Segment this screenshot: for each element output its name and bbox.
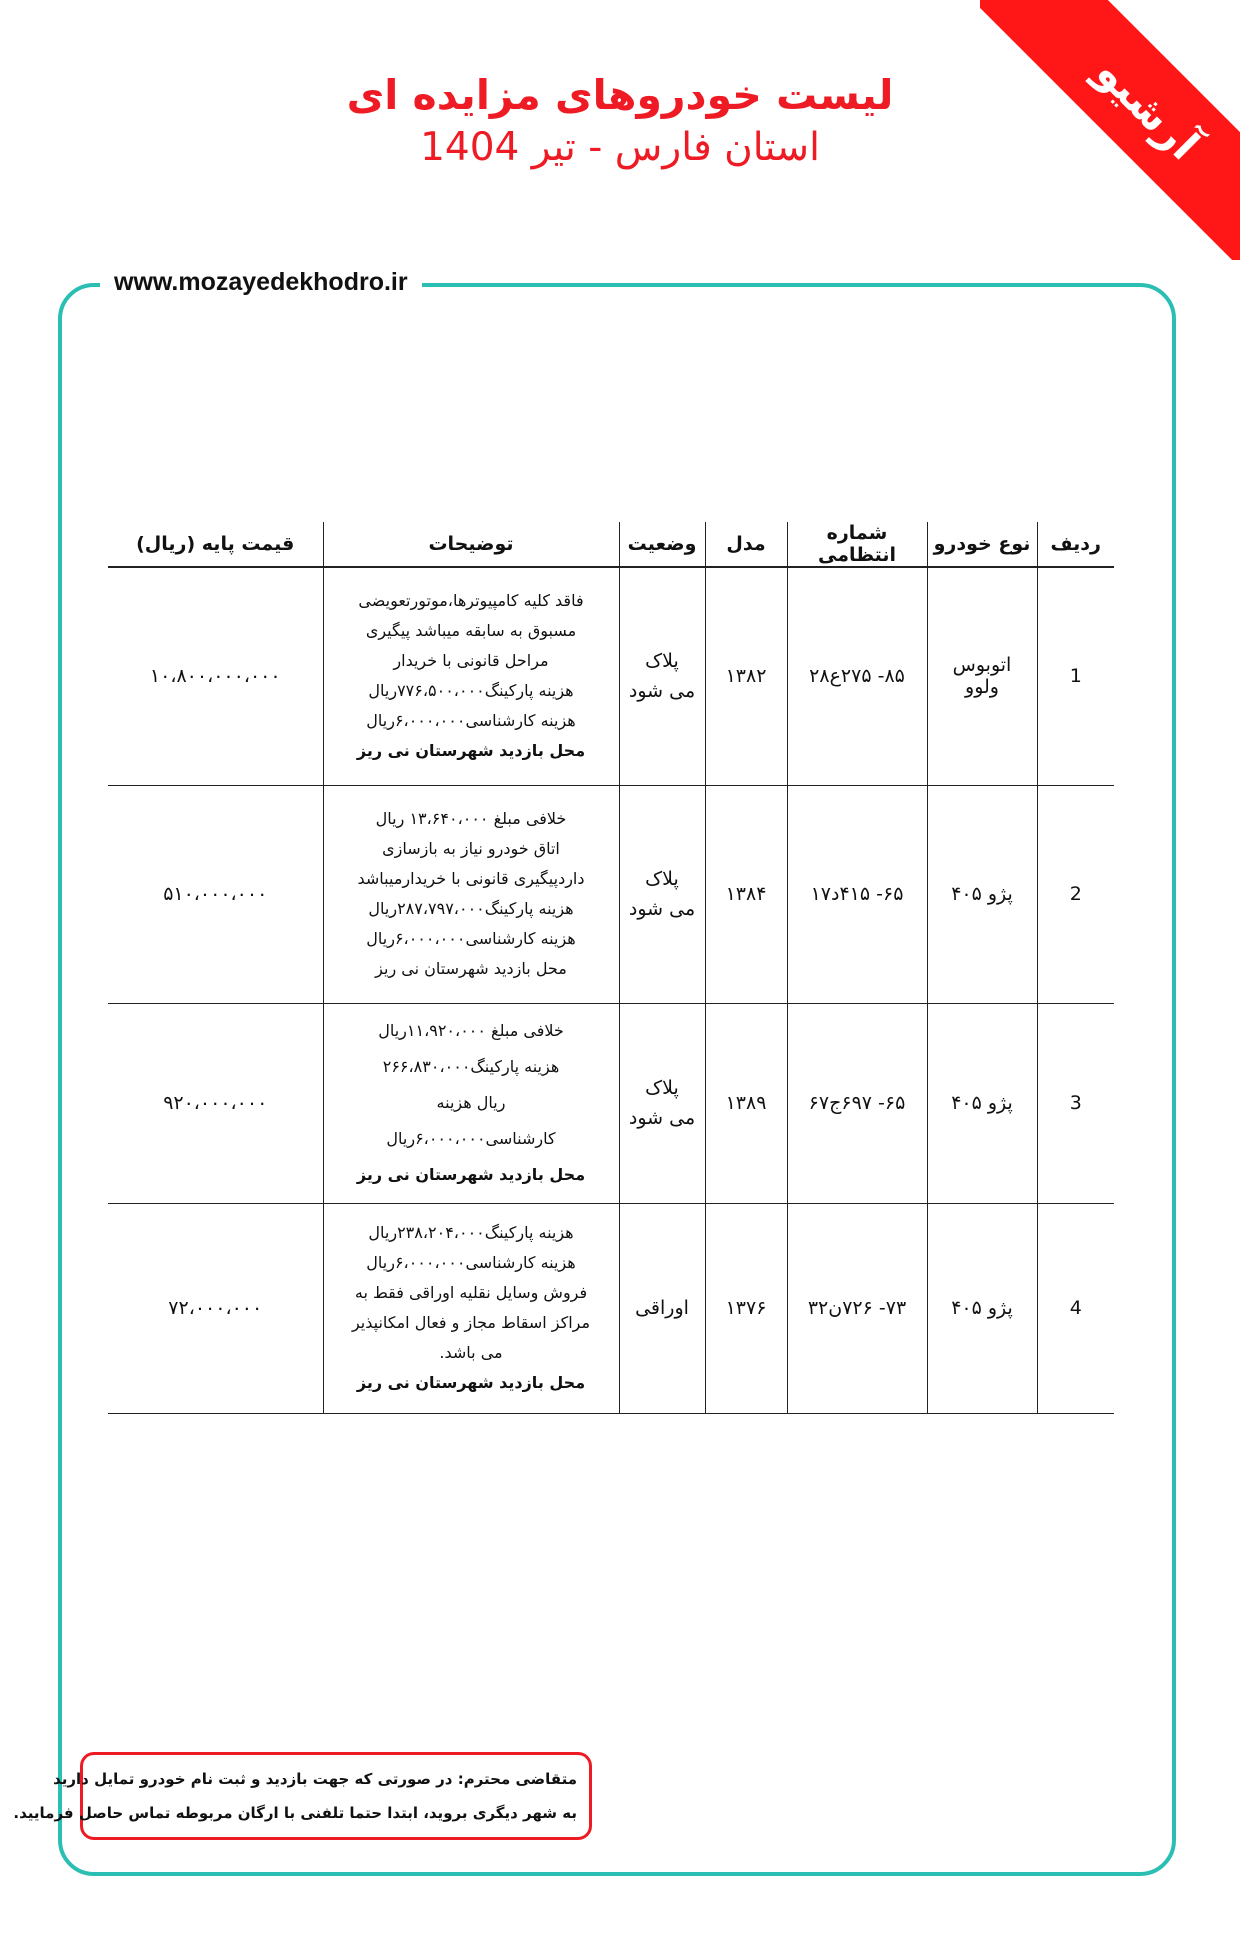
page-title: لیست خودروهای مزایده ای — [346, 71, 894, 119]
desc-line: ریال هزینه — [436, 1093, 506, 1112]
col-header-desc: توضیحات — [323, 522, 619, 567]
cell-price: ۹۲۰،۰۰۰،۰۰۰ — [108, 1003, 323, 1203]
desc-line: می باشد. — [439, 1343, 503, 1362]
desc-line: خلافی مبلغ ۱۱،۹۲۰،۰۰۰ریال — [378, 1021, 564, 1040]
desc-line-visit-location: محل بازدید شهرستان نی ریز — [356, 1373, 586, 1392]
desc-line-visit-location: محل بازدید شهرستان نی ریز — [356, 1165, 586, 1184]
cell-status — [619, 1003, 705, 1203]
applicant-notice — [13, 1752, 592, 1840]
notice-line: به شهر دیگری بروید، ابتدا حتما تلفنی با ارگان مربوطه تماس حاصل فرمایید. — [13, 1804, 577, 1822]
desc-line: هزینه پارکینگ۲۳۸،۲۰۴،۰۰۰ریال — [368, 1223, 574, 1242]
table-row — [108, 1203, 1114, 1413]
col-header-row: ردیف — [1037, 522, 1114, 567]
desc-line: مراحل قانونی با خریدار — [393, 651, 549, 671]
cell-vehicle: پژو ۴۰۵ — [927, 1203, 1037, 1413]
auction-table — [108, 522, 1114, 1414]
cell-row: 1 — [1037, 567, 1114, 785]
page-title-block — [300, 68, 940, 174]
desc-line: مراکز اسقاط مجاز و فعال امکانپذیر — [351, 1313, 591, 1332]
cell-description — [323, 1203, 619, 1413]
cell-vehicle: پژو ۴۰۵ — [927, 785, 1037, 1003]
cell-model: ۱۳۸۲ — [705, 567, 787, 785]
cell-vehicle: پژو ۴۰۵ — [927, 1003, 1037, 1203]
col-header-plate: شماره انتظامی — [787, 522, 927, 567]
desc-line: فاقد کلیه کامپیوترها،موتورتعویضی — [358, 591, 584, 611]
cell-status — [619, 1203, 705, 1413]
desc-line: فروش وسایل نقلیه اوراقی فقط به — [354, 1283, 588, 1302]
cell-description — [323, 567, 619, 785]
cell-price: ۷۲،۰۰۰،۰۰۰ — [108, 1203, 323, 1413]
cell-plate: ۷۳- ۷۲۶ن۳۲ — [787, 1203, 927, 1413]
desc-line: هزینه کارشناسی۶،۰۰۰،۰۰۰ریال — [366, 929, 576, 948]
status-line: پلاک — [645, 1077, 679, 1099]
table-row — [108, 1003, 1114, 1203]
cell-price: ۱۰،۸۰۰،۰۰۰،۰۰۰ — [108, 567, 323, 785]
cell-description — [323, 785, 619, 1003]
status-line: پلاک — [645, 650, 679, 673]
status-line: می شود — [628, 680, 696, 703]
archive-ribbon — [980, 0, 1240, 260]
status-line: می شود — [628, 1107, 696, 1129]
desc-line: هزینه پارکینگ۷۷۶،۵۰۰،۰۰۰ریال — [368, 681, 574, 701]
cell-model: ۱۳۸۹ — [705, 1003, 787, 1203]
cell-plate: ۸۵- ۲۷۵ع۲۸ — [787, 567, 927, 785]
cell-status — [619, 785, 705, 1003]
desc-line-visit-location: محل بازدید شهرستان نی ریز — [356, 741, 586, 761]
col-header-status: وضعیت — [619, 522, 705, 567]
cell-plate: ۶۵- ۶۹۷ج۶۷ — [787, 1003, 927, 1203]
desc-line: هزینه پارکینگ۲۸۷،۷۹۷،۰۰۰ریال — [368, 899, 574, 918]
cell-vehicle: اتوبوس ولوو — [927, 567, 1037, 785]
status-line: اوراقی — [635, 1297, 689, 1319]
col-header-model: مدل — [705, 522, 787, 567]
website-link[interactable]: www.mozayedekhodro.ir — [100, 264, 422, 300]
desc-line: داردپیگیری قانونی با خریدارمیباشد — [357, 869, 585, 888]
desc-line: کارشناسی۶،۰۰۰،۰۰۰ریال — [386, 1129, 556, 1148]
cell-model: ۱۳۷۶ — [705, 1203, 787, 1413]
desc-line: هزینه کارشناسی۶،۰۰۰،۰۰۰ریال — [366, 711, 576, 731]
desc-line: هزینه کارشناسی۶،۰۰۰،۰۰۰ریال — [366, 1253, 576, 1272]
cell-row: 4 — [1037, 1203, 1114, 1413]
desc-line: هزینه پارکینگ۲۶۶،۸۳۰،۰۰۰ — [382, 1057, 560, 1076]
desc-line: خلافی مبلغ ۱۳،۶۴۰،۰۰۰ ریال — [375, 809, 567, 828]
cell-status — [619, 567, 705, 785]
col-header-vehicle: نوع خودرو — [927, 522, 1037, 567]
cell-row: 3 — [1037, 1003, 1114, 1203]
desc-line: اتاق خودرو نیاز به بازسازی — [382, 839, 560, 858]
desc-line: مسبوق به سابقه میباشد پیگیری — [365, 621, 577, 641]
cell-plate: ۶۵- ۴۱۵د۱۷ — [787, 785, 927, 1003]
status-line: می شود — [628, 898, 696, 920]
archive-badge-label: آرشیو — [1087, 47, 1209, 169]
archive-ribbon-band — [980, 0, 1240, 260]
table-header-row — [108, 522, 1114, 567]
status-line: پلاک — [645, 868, 679, 890]
col-header-price: قیمت پایه (ریال) — [108, 522, 323, 567]
cell-row: 2 — [1037, 785, 1114, 1003]
notice-line: متقاضی محترم: در صورتی که جهت بازدید و ثبت نام خودرو تمایل دارید — [53, 1770, 577, 1788]
table-row — [108, 567, 1114, 785]
cell-description — [323, 1003, 619, 1203]
cell-price: ۵۱۰،۰۰۰،۰۰۰ — [108, 785, 323, 1003]
cell-model: ۱۳۸۴ — [705, 785, 787, 1003]
page-subtitle: استان فارس - تیر 1404 — [420, 125, 820, 170]
table-row — [108, 785, 1114, 1003]
desc-line: محل بازدید شهرستان نی ریز — [375, 959, 567, 978]
